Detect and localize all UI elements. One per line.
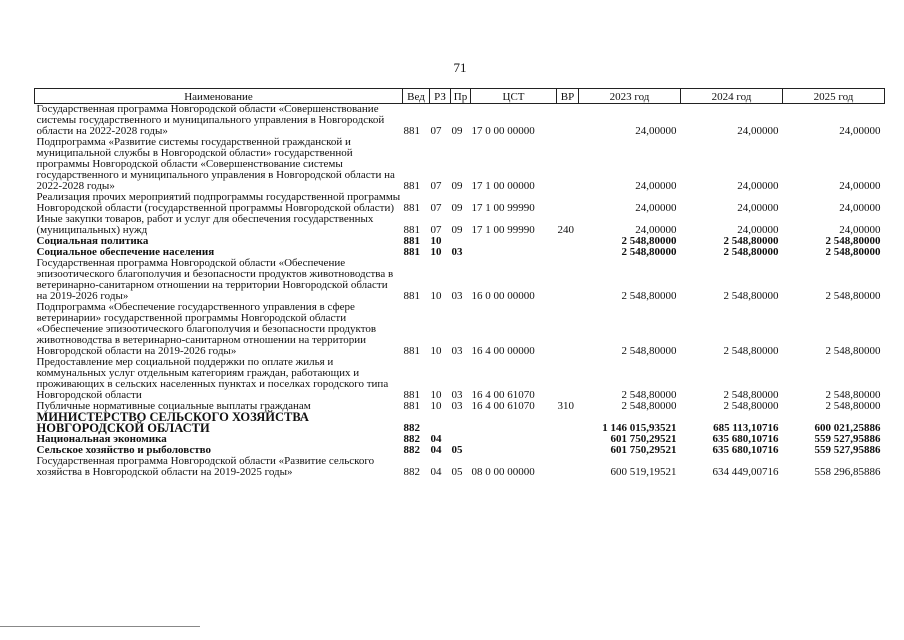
row-name: Государственная программа Новгородской области «Развитие сельского хозяйства в Новгородской области на 2019-2025 годы»: [36, 455, 375, 478]
row-value-2025: 2 548,80000: [825, 400, 881, 412]
row-rz: 04: [430, 444, 442, 456]
row-name: Социальная политика: [36, 235, 149, 247]
header-vr: ВР: [557, 89, 579, 104]
row-value-2024: 2 548,80000: [723, 235, 779, 247]
row-value-2023: 24,00000: [635, 180, 677, 192]
row-rz: 10: [430, 246, 442, 258]
row-vr: [557, 357, 579, 401]
table-row: [35, 412, 885, 434]
row-name: Сельское хозяйство и рыболовство: [36, 444, 211, 456]
row-cst: 17 1 00 99990: [471, 224, 535, 236]
row-cst: [471, 412, 557, 434]
budget-table: [34, 88, 885, 478]
row-cst: [471, 236, 557, 247]
table-row: [35, 456, 885, 478]
row-rz: 07: [430, 202, 442, 214]
table-row: [35, 214, 885, 236]
row-cst: 17 1 00 00000: [471, 180, 535, 192]
row-rz: 04: [430, 466, 442, 478]
row-value-2023: 1 146 015,93521: [602, 422, 677, 434]
row-vr: 240: [557, 224, 574, 236]
table-row: [35, 302, 885, 357]
row-value-2025: 24,00000: [839, 224, 881, 236]
row-value-2023: 24,00000: [635, 202, 677, 214]
row-ved: 881: [403, 389, 420, 401]
table-row: [35, 104, 885, 138]
row-rz: 07: [430, 180, 442, 192]
header-2024: 2024 год: [681, 89, 783, 104]
row-value-2025: 600 021,25886: [814, 422, 881, 434]
table-row: [35, 137, 885, 192]
row-name: Реализация прочих мероприятий подпрограммы государственной программы Новгородской области (государственной программы Новгородской области): [36, 191, 401, 214]
row-pr: 03: [451, 246, 463, 258]
row-value-2025: 2 548,80000: [825, 235, 881, 247]
row-pr: 09: [451, 224, 463, 236]
row-value-2025: 24,00000: [839, 180, 881, 192]
header-name: Наименование: [35, 89, 403, 104]
row-cst: [471, 434, 557, 445]
row-ved: 881: [403, 180, 420, 192]
row-value-2023: 2 548,80000: [621, 345, 677, 357]
row-value-2024: 24,00000: [737, 125, 779, 137]
page-number: 71: [453, 60, 467, 75]
row-ved: 881: [403, 235, 420, 247]
row-ved: 881: [403, 400, 420, 412]
row-value-2023: 2 548,80000: [621, 290, 677, 302]
row-value-2024: 685 113,10716: [713, 422, 779, 434]
row-name: Национальная экономика: [36, 433, 167, 445]
row-ved: 882: [403, 444, 420, 456]
row-name: МИНИСТЕРСТВО СЕЛЬСКОГО ХОЗЯЙСТВА НОВГОРОДСКОЙ ОБЛАСТИ: [36, 410, 309, 435]
header-cst: ЦСТ: [471, 89, 557, 104]
row-value-2024: 24,00000: [737, 224, 779, 236]
row-cst: 16 4 00 00000: [471, 345, 535, 357]
row-value-2023: 601 750,29521: [610, 444, 677, 456]
table-header-row: [35, 89, 885, 104]
row-value-2025: 24,00000: [839, 202, 881, 214]
row-value-2023: 24,00000: [635, 125, 677, 137]
row-ved: 882: [403, 466, 420, 478]
row-cst: 17 0 00 00000: [471, 125, 535, 137]
row-name: Публичные нормативные социальные выплаты гражданам: [36, 400, 311, 412]
row-value-2023: 2 548,80000: [621, 235, 677, 247]
row-name: Подпрограмма «Обеспечение государственного управления в сфере ветеринарии» государственной программы Новгородской области «Обеспечение эпизоотического благополучия и безопасности продуктов животноводства в ветеринарно-санитарном отношении на территории Новгородской области на 2019-2026 годы»: [36, 301, 377, 357]
row-value-2025: 2 548,80000: [825, 345, 881, 357]
row-value-2024: 635 680,10716: [712, 433, 779, 445]
row-rz: 10: [430, 389, 442, 401]
row-value-2025: 2 548,80000: [825, 246, 881, 258]
row-name: Государственная программа Новгородской области «Обеспечение эпизоотического благополучия и безопасности продуктов животноводства в ветеринарно-санитарном отношении на территории Новгородской области на 2019-2026 годы»: [36, 257, 394, 302]
row-value-2024: 2 548,80000: [723, 290, 779, 302]
row-name: Социальное обеспечение населения: [36, 246, 215, 258]
row-vr: [557, 258, 579, 302]
row-name: Государственная программа Новгородской области «Совершенствование системы государственного и муниципального управления в Новгородской области на 2022-2028 годы»: [36, 103, 385, 137]
row-cst: 16 0 00 00000: [471, 290, 535, 302]
row-name: Иные закупки товаров, работ и услуг для обеспечения государственных (муниципальных) нужд: [36, 213, 374, 236]
row-name: Подпрограмма «Развитие системы государственной гражданской и муниципальной службы в Новгородской области» государственной программы Новгородской области «Совершенствование системы государственного и муниципального управления в Новгородской области на 2022-2028 годы»: [36, 136, 395, 192]
row-vr: [557, 247, 579, 258]
row-value-2024: 635 680,10716: [712, 444, 779, 456]
row-pr: 03: [451, 389, 463, 401]
row-pr: 05: [451, 444, 463, 456]
row-value-2024: 2 548,80000: [723, 345, 779, 357]
row-pr: [451, 412, 471, 434]
row-rz: [430, 412, 451, 434]
row-value-2024: 24,00000: [737, 180, 779, 192]
row-value-2023: 601 750,29521: [610, 433, 677, 445]
row-value-2024: 24,00000: [737, 202, 779, 214]
row-ved: 881: [403, 345, 420, 357]
row-pr: 03: [451, 345, 463, 357]
table-row: [35, 192, 885, 214]
row-pr: 09: [451, 202, 463, 214]
row-vr: [557, 104, 579, 138]
row-name: Предоставление мер социальной поддержки по оплате жилья и коммунальных услуг отдельным категориям граждан, работающих и проживающих в сельских населенных пунктах и поселках городского типа Новгородской области: [36, 356, 389, 401]
header-rz: РЗ: [430, 89, 451, 104]
row-ved: 881: [403, 202, 420, 214]
row-value-2025: 558 296,85886: [814, 466, 881, 478]
row-rz: 07: [430, 125, 442, 137]
header-ved: Вед: [403, 89, 430, 104]
row-ved: 881: [403, 224, 420, 236]
row-value-2023: 2 548,80000: [621, 400, 677, 412]
bottom-rule: [0, 626, 200, 627]
row-vr: [557, 192, 579, 214]
row-value-2023: 600 519,19521: [610, 466, 677, 478]
row-cst: 16 4 00 61070: [471, 389, 535, 401]
row-value-2024: 2 548,80000: [723, 389, 779, 401]
row-value-2024: 2 548,80000: [723, 246, 779, 258]
row-cst: 16 4 00 61070: [471, 400, 535, 412]
row-cst: 08 0 00 00000: [471, 466, 535, 478]
row-pr: 03: [451, 290, 463, 302]
row-rz: 04: [430, 433, 442, 445]
row-vr: [557, 412, 579, 434]
row-rz: 07: [430, 224, 442, 236]
row-rz: 10: [430, 235, 442, 247]
row-value-2025: 2 548,80000: [825, 389, 881, 401]
header-2025: 2025 год: [783, 89, 885, 104]
row-value-2023: 24,00000: [635, 224, 677, 236]
table-row: [35, 357, 885, 401]
row-ved: 882: [403, 422, 420, 434]
row-vr: [557, 456, 579, 478]
row-vr: [557, 302, 579, 357]
row-value-2024: 2 548,80000: [723, 400, 779, 412]
row-pr: 09: [451, 180, 463, 192]
row-cst: [471, 445, 557, 456]
row-value-2024: 634 449,00716: [712, 466, 779, 478]
row-vr: 310: [557, 400, 574, 412]
row-cst: [471, 247, 557, 258]
row-vr: [557, 445, 579, 456]
row-value-2023: 2 548,80000: [621, 246, 677, 258]
row-pr: 03: [451, 400, 463, 412]
row-pr: 05: [451, 466, 463, 478]
row-ved: 881: [403, 290, 420, 302]
row-cst: 17 1 00 99990: [471, 202, 535, 214]
row-value-2025: 24,00000: [839, 125, 881, 137]
row-value-2025: 2 548,80000: [825, 290, 881, 302]
header-pr: Пр: [451, 89, 471, 104]
header-2023: 2023 год: [579, 89, 681, 104]
row-value-2025: 559 527,95886: [814, 433, 881, 445]
row-ved: 881: [403, 246, 420, 258]
row-value-2023: 2 548,80000: [621, 389, 677, 401]
row-rz: 10: [430, 400, 442, 412]
row-rz: 10: [430, 290, 442, 302]
row-ved: 881: [403, 125, 420, 137]
row-ved: 882: [403, 433, 420, 445]
row-vr: [557, 137, 579, 192]
row-vr: [557, 434, 579, 445]
row-value-2025: 559 527,95886: [814, 444, 881, 456]
row-vr: [557, 236, 579, 247]
row-rz: 10: [430, 345, 442, 357]
row-pr: 09: [451, 125, 463, 137]
table-row: [35, 258, 885, 302]
